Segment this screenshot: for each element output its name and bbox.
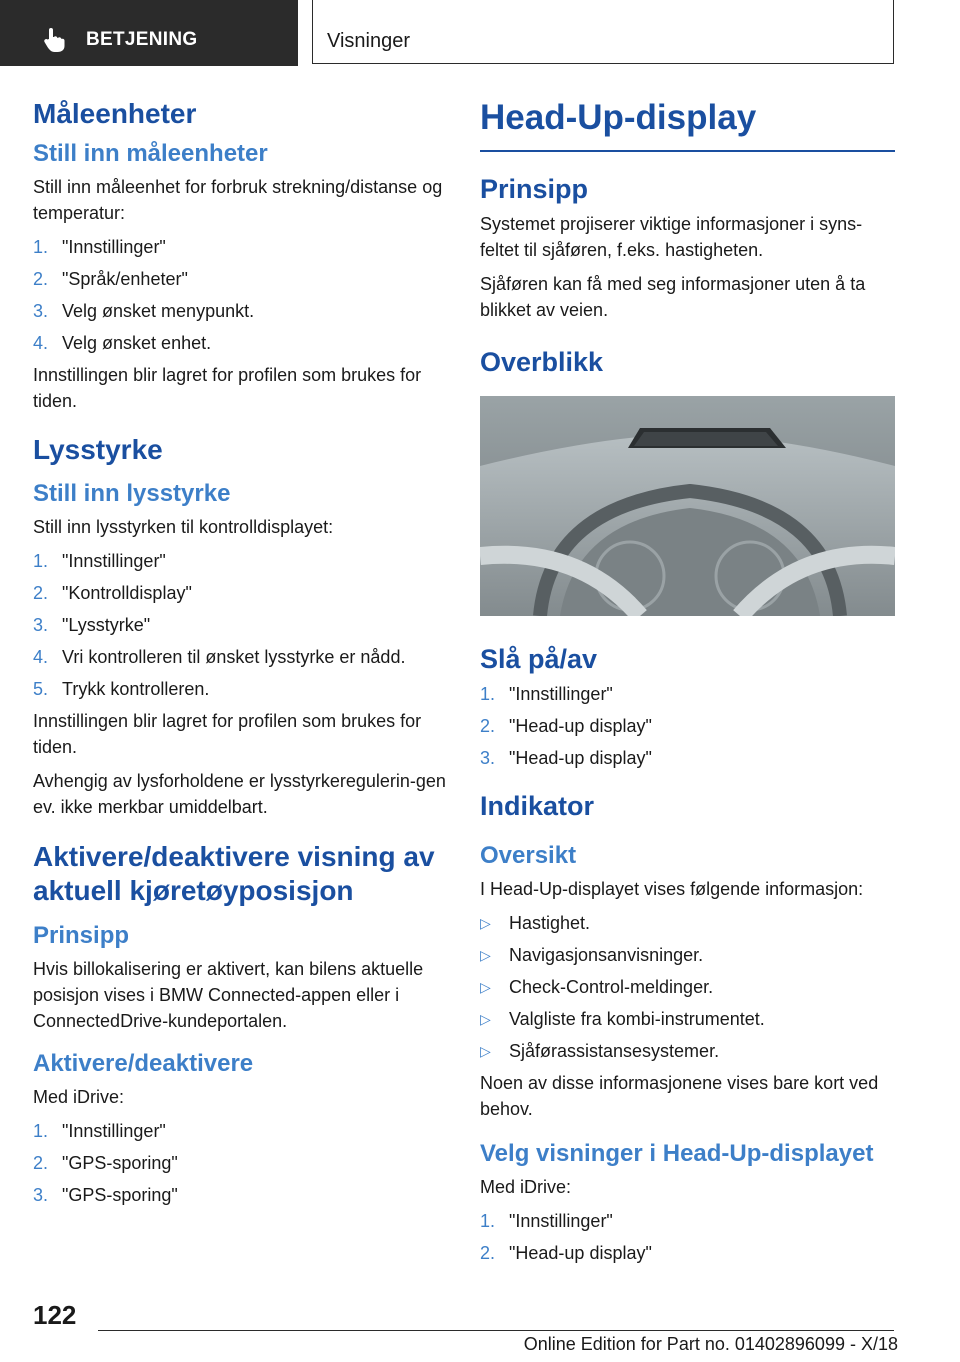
list-item: 4. Vri kontrolleren til ønsket lysstyrke er nådd. xyxy=(33,647,406,667)
list-item: ▷ Sjåførassistansesystemer. xyxy=(480,1041,720,1061)
list-item: 1. "Innstillinger" xyxy=(480,1211,613,1231)
brightness-intro: Still inn lysstyrken til kontrolldisplayet: xyxy=(33,517,334,537)
units-intro: Still inn måleenhet for forbruk strekning/distanse og temperatur: xyxy=(33,177,443,223)
principle-heading: Prinsipp xyxy=(480,174,589,204)
units-steps xyxy=(33,234,447,356)
overview-items xyxy=(480,910,895,1064)
hand-pointer-icon xyxy=(40,27,66,53)
onoff-steps xyxy=(480,681,895,771)
section-tab xyxy=(0,0,298,66)
list-item: 2. "Kontrolldisplay" xyxy=(33,583,192,603)
position-toggle-heading: Aktivere/deaktivere xyxy=(33,1050,254,1077)
list-item: 3. "Head-up display" xyxy=(480,748,652,768)
list-item: 2. "Språk/enheter" xyxy=(33,269,188,289)
views-steps xyxy=(480,1208,895,1266)
list-item: 3. "Lysstyrke" xyxy=(33,615,151,635)
chapter-box xyxy=(312,0,894,64)
dashboard-photo xyxy=(480,396,895,616)
position-toggle-intro: Med iDrive: xyxy=(33,1087,125,1107)
brightness-note-2: Avhengig av lysforholdene er lysstyrkeregulerin-gen ev. ikke merkbar umiddelbart. xyxy=(33,771,446,817)
right-column xyxy=(480,98,895,1272)
views-intro: Med iDrive: xyxy=(480,1177,572,1197)
list-item: 2. "Head-up display" xyxy=(480,716,652,736)
position-heading: Aktivere/deaktivere visning av aktuell kjøretøyposisjon xyxy=(33,841,435,906)
overview-heading: Overblikk xyxy=(480,347,604,377)
brightness-subheading: Still inn lysstyrke xyxy=(33,480,231,507)
list-item: 3. Velg ønsket menypunkt. xyxy=(33,301,255,321)
list-item: 3. "GPS-sporing" xyxy=(33,1185,178,1205)
page-number: 122 xyxy=(33,1300,77,1330)
principle-text-2: Sjåføren kan få med seg informasjoner uten å ta blikket av veien. xyxy=(480,274,866,320)
onoff-heading: Slå på/av xyxy=(480,644,598,674)
position-steps xyxy=(33,1118,447,1208)
list-item: 1. "Innstillinger" xyxy=(33,1121,166,1141)
list-item: 2. "GPS-sporing" xyxy=(33,1153,178,1173)
list-item: ▷ Hastighet. xyxy=(480,913,591,933)
list-item: 2. "Head-up display" xyxy=(480,1243,652,1263)
hud-heading: Head-Up-display xyxy=(480,98,895,152)
list-item: 1. "Innstillinger" xyxy=(480,684,613,704)
list-item: 1. "Innstillinger" xyxy=(33,551,166,571)
brightness-steps xyxy=(33,548,447,702)
brightness-heading: Lysstyrke xyxy=(33,434,163,465)
position-principle-heading: Prinsipp xyxy=(33,922,130,949)
units-note: Innstillingen blir lagret for profilen som brukes for tiden. xyxy=(33,365,422,411)
list-item: 1. "Innstillinger" xyxy=(33,237,166,257)
list-item: ▷ Navigasjonsanvisninger. xyxy=(480,945,704,965)
chapter-label: Visninger xyxy=(327,30,411,52)
position-principle-text: Hvis billokalisering er aktivert, kan bilens aktuelle posisjon vises i BMW Connected-appen eller i ConnectedDrive-kundeportalen. xyxy=(33,959,424,1031)
brightness-note: Innstillingen blir lagret for profilen som brukes for tiden. xyxy=(33,711,422,757)
left-column xyxy=(33,98,447,1214)
overview-subheading: Oversikt xyxy=(480,842,577,869)
views-subheading: Velg visninger i Head-Up-displayet xyxy=(480,1140,874,1167)
principle-text: Systemet projiserer viktige informasjoner i syns-feltet til sjåføren, f.eks. hastigheten. xyxy=(480,214,863,260)
indicator-heading: Indikator xyxy=(480,791,595,821)
units-heading: Måleenheter xyxy=(33,98,197,129)
section-label: BETJENING xyxy=(86,29,198,50)
overview-intro: I Head-Up-displayet vises følgende informasjon: xyxy=(480,879,864,899)
list-item: ▷ Check-Control-meldinger. xyxy=(480,977,714,997)
overview-note: Noen av disse informasjonene vises bare kort ved behov. xyxy=(480,1073,879,1119)
units-subheading: Still inn måleenheter xyxy=(33,140,268,167)
list-item: 4. Velg ønsket enhet. xyxy=(33,333,212,353)
list-item: ▷ Valgliste fra kombi-instrumentet. xyxy=(480,1009,765,1029)
list-item: 5. Trykk kontrolleren. xyxy=(33,679,210,699)
footer-divider xyxy=(98,1330,894,1331)
edition-footer: Online Edition for Part no. 01402896099 - X/18 xyxy=(523,1334,898,1354)
